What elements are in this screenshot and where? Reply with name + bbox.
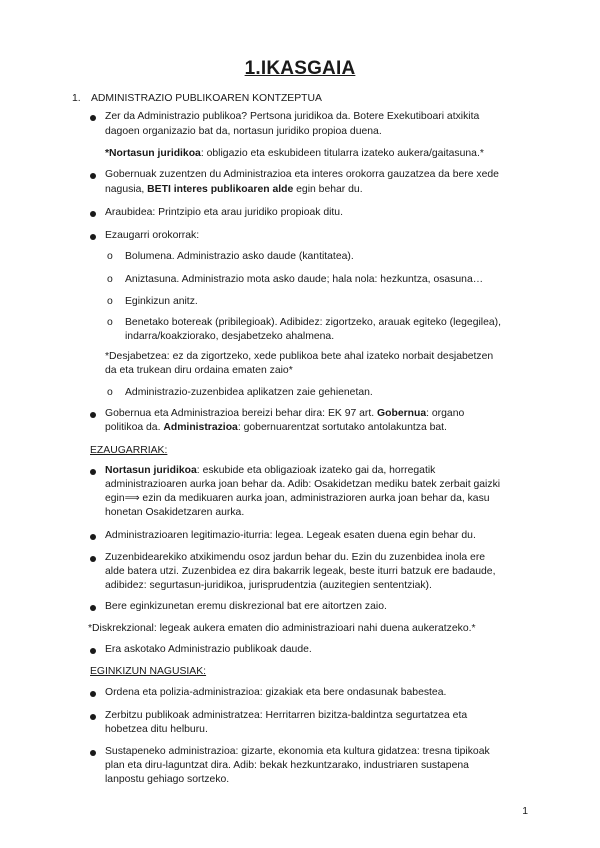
sub-item: Aniztasuna. Administrazio mota asko daude; hala nola: hezkuntza, osasuna… xyxy=(125,274,484,285)
sub-bullet-icon: o xyxy=(107,317,113,328)
note-desjabetzea: da eta trukean diru ordaina ematen zaio* xyxy=(105,365,293,376)
section-number: 1. xyxy=(72,93,81,104)
bullet-text: Zer da Administrazio publikoa? Pertsona juridikoa da. Botere Exekutiboari atxikita xyxy=(105,111,480,122)
sub-item: Benetako botereak (pribilegioak). Adibidez: zigortzeko, arauak egiteko (legegilea), xyxy=(125,317,502,328)
sub-bullet-icon: o xyxy=(107,251,113,262)
note-rest: : obligazio eta eskubideen titularra izateko aukera/gaitasuna.* xyxy=(200,148,484,159)
bullet-text: dagoen organizazio bat da, nortasun juridiko propioa duena. xyxy=(105,126,382,137)
bullet-icon xyxy=(90,211,96,217)
bullet-text: plan eta diru-laguntzat dira. Adib: bekak hezkuntzarako, industriaren sustapena xyxy=(105,760,469,771)
note-bold: *Nortasun juridikoa xyxy=(105,148,201,159)
bullet-text: Ordena eta polizia-administrazioa: gizakiak eta bere ondasunak babestea. xyxy=(105,687,447,698)
sub-item: Bolumena. Administrazio asko daude (kantitatea). xyxy=(125,251,354,262)
bullet-icon xyxy=(90,469,96,475)
bullet-text: Era askotako Administrazio publikoak daude. xyxy=(105,644,312,655)
bullet-icon xyxy=(90,534,96,540)
sub-item: Eginkizun anitz. xyxy=(125,296,198,307)
bullet-icon xyxy=(90,173,96,179)
bullet-text: administrazioaren aurka joan behar da. Adib: Osakidetzan mediku batek zerbait gaizki xyxy=(105,479,501,490)
bullet-icon xyxy=(90,750,96,756)
bullet-icon xyxy=(90,115,96,121)
bullet-text: Ezaugarri orokorrak: xyxy=(105,230,200,241)
bullet-icon xyxy=(90,556,96,562)
bullet-text: alde batera utzi. Zuzenbidea ez dira bakarrik legeak, beste iturri batzuk ere badaude, xyxy=(105,566,496,577)
bullet-text: politikoa da. Administrazioa: gobernuarentzat sortutako antolakuntza bat. xyxy=(105,422,447,433)
bullet-text: Zuzenbidearekiko atxikimendu osoz jardun behar du. Ezin du zuzenbidea inola ere xyxy=(105,552,486,563)
bullet-text: Gobernua eta Administrazioa bereizi behar dira: EK 97 art. Gobernua: organo xyxy=(105,408,465,419)
bullet-text: Gobernuak zuzentzen du Administrazioa eta interes orokorra gauzatzea da bere xede xyxy=(105,169,499,180)
note-diskrezional: *Diskrekzional: legeak aukera ematen dio administrazioari nahi duena aukeratzeko.* xyxy=(88,623,476,634)
bullet-text: Bere eginkizunetan eremu diskrezional bat ere aitortzen zaio. xyxy=(105,601,387,612)
bullet-icon xyxy=(90,648,96,654)
sub-bullet-icon: o xyxy=(107,296,113,307)
subheading-eginkizunak: EGINKIZUN NAGUSIAK: xyxy=(90,666,207,677)
page-title: 1.IKASGAIA xyxy=(244,58,356,79)
sub-item: indarra/koakziorako, desjabetzeko ahalmena. xyxy=(125,331,335,342)
bullet-text: Nortasun juridikoa: eskubide eta obligazioak izateko gai da, horregatik xyxy=(105,465,436,476)
bullet-icon xyxy=(90,714,96,720)
bullet-text: nagusia, BETI interes publikoaren alde egin behar du. xyxy=(105,184,363,195)
bullet-text: lanpostu gehiago sortzeko. xyxy=(105,774,230,785)
bullet-text: honetan Osakidetzaren aurka. xyxy=(105,507,245,518)
sub-item: Administrazio-zuzenbidea aplikatzen zaie gehienetan. xyxy=(125,387,373,398)
note-desjabetzea: *Desjabetzea: ez da zigortzeko, xede publikoa bete ahal izateko norbait desjabetzen xyxy=(105,351,494,362)
bullet-text: Administrazioaren legitimazio-iturria: legea. Legeak esaten duena egin behar du. xyxy=(105,530,476,541)
bullet-text: Araubidea: Printzipio eta arau juridiko propioak ditu. xyxy=(105,207,343,218)
section-heading: ADMINISTRAZIO PUBLIKOAREN KONTZEPTUA xyxy=(91,93,322,104)
sub-bullet-icon: o xyxy=(107,387,113,398)
bullet-text: Zerbitzu publikoak administratzea: Herritarren bizitza-baldintza segurtatzea eta xyxy=(105,710,468,721)
bullet-icon xyxy=(90,691,96,697)
bullet-text: hobetzea ditu helburu. xyxy=(105,724,208,735)
bullet-text: Sustapeneko administrazioa: gizarte, ekonomia eta kultura gidatzea: tresna tipikoak xyxy=(105,746,490,757)
bullet-icon xyxy=(90,605,96,611)
sub-bullet-icon: o xyxy=(107,274,113,285)
page-number: 1 xyxy=(522,806,528,817)
subheading-ezaugarriak: EZAUGARRIAK: xyxy=(90,445,168,456)
bullet-text: adibidez: segurtasun-juridikoa, jurisprudentzia (auzitegien sententziak). xyxy=(105,580,432,591)
bullet-icon xyxy=(90,412,96,418)
note-nortasun xyxy=(105,147,484,161)
bullet-icon xyxy=(90,234,96,240)
bullet-text: egin⟹ ezin da medikuaren aurka joan, administrazioren aurka joan behar da, kasu xyxy=(105,493,490,504)
